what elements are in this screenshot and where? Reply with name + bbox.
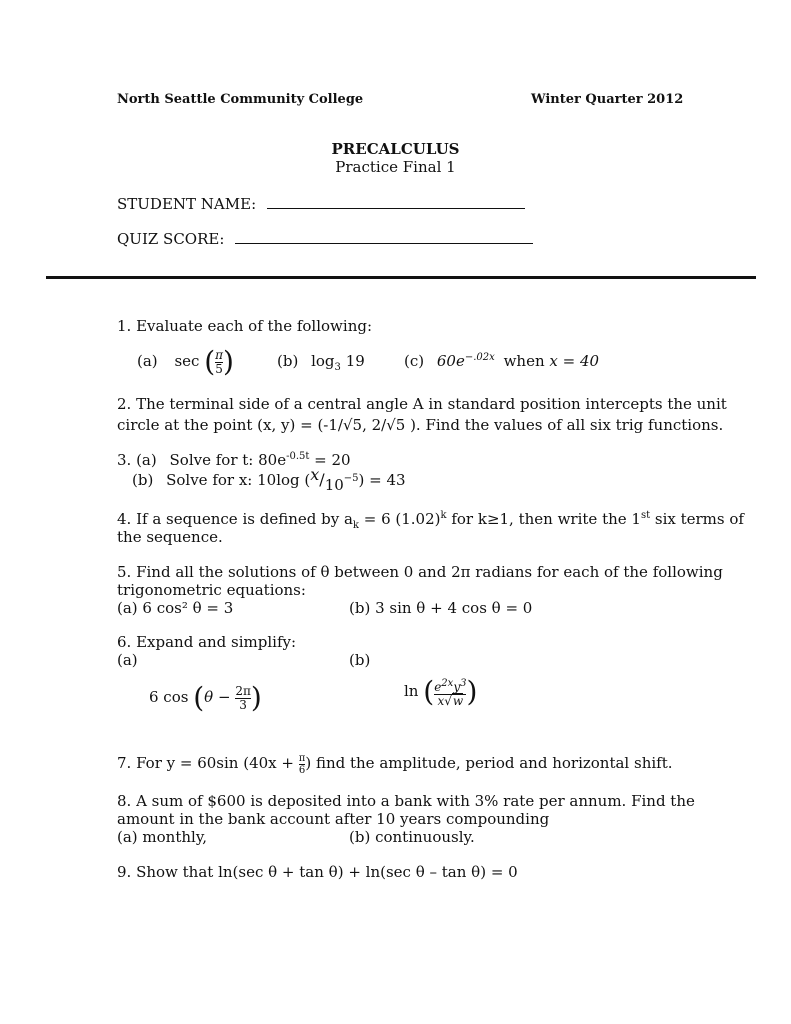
quiz-score-row <box>117 229 533 248</box>
q5-part-b: (b) 3 sin θ + 4 cos θ = 0 <box>349 599 533 617</box>
q2-line2: circle at the point (x, y) = (-1/√5, 2/√5 ). Find the values of all six trig functions. <box>117 416 724 434</box>
q6-a-theta: θ − <box>204 688 231 706</box>
q1-stem: 1. Evaluate each of the following: <box>117 317 373 335</box>
q6-stem: 6. Expand and simplify: <box>117 633 297 651</box>
q7-text-b: ) find the amplitude, period and horizontal shift. <box>305 754 673 772</box>
q1-part-c <box>404 352 599 370</box>
exam-title: Practice Final 1 <box>335 158 456 176</box>
q4-text-a: 4. If a sequence is defined by a <box>117 510 353 528</box>
q4-sup-k: k <box>440 510 447 521</box>
q6-b-e-exp: 2x <box>441 677 454 689</box>
q4-text-d: six terms of <box>650 510 744 528</box>
q6-b-denominator: x√w <box>434 694 466 708</box>
q3-b-num: x <box>310 465 320 484</box>
q8-line2: amount in the bank account after 10 years compounding <box>117 810 550 828</box>
q6-b-y: y <box>453 679 461 694</box>
q1-b-fn: log <box>311 352 335 370</box>
q6-b-numerator <box>434 677 466 694</box>
q6-b-x: x <box>437 693 445 708</box>
q8-part-a: (a) monthly, <box>117 828 208 846</box>
course-title: PRECALCULUS <box>331 140 460 158</box>
q1-part-b <box>277 352 365 373</box>
horizontal-rule <box>46 276 756 279</box>
college-name: North Seattle Community College <box>117 92 364 107</box>
q3-b-text: Solve for x: 10log ( <box>166 471 311 489</box>
q7-num: π <box>298 752 306 764</box>
q6-part-a-expr: 6 cos (θ − $\frac{2\pi}{3}$ ) <box>149 681 262 714</box>
q1-b-arg: 19 <box>345 352 365 370</box>
q4-text-b: = 6 (1.02) <box>358 510 441 528</box>
student-name-label: STUDENT NAME: <box>117 195 257 213</box>
q6-a-label: (a) <box>117 651 138 669</box>
q3-a-exp: -0.5t <box>286 451 310 462</box>
q3-b-den-exp: −5 <box>343 473 359 484</box>
q9-line: 9. Show that ln(sec θ + tan θ) + ln(sec θ – tan θ) = 0 <box>117 863 518 881</box>
q1-c-exp: −.02x <box>464 352 495 363</box>
q6-a-den: 3 <box>235 698 251 712</box>
q3-a-rest: = 20 <box>309 451 351 469</box>
quiz-score-label: QUIZ SCORE: <box>117 230 225 248</box>
q3-part-b: (b) Solve for x: 10log $(x/10^{-5}) = 43$ <box>132 465 406 494</box>
q6-b-y-exp: 3 <box>460 677 467 689</box>
q1-c-when: when <box>503 352 545 370</box>
q1-b-label: (b) <box>277 352 299 370</box>
q3-b-den: 10 <box>324 476 344 494</box>
q7-line <box>117 748 673 778</box>
q7-text-a: 7. For y = 60sin (40x + <box>117 754 294 772</box>
q5-part-a: (a) 6 cos² θ = 3 <box>117 599 234 617</box>
q6-b-label: (b) <box>349 651 371 669</box>
q4-sub-k: k <box>352 520 359 531</box>
q1-a-num: π <box>215 347 224 362</box>
q1-a-label: (a) <box>137 352 158 370</box>
q1-c-cond: x = 40 <box>549 352 600 370</box>
q1-a-fn: sec <box>174 352 200 370</box>
q1-part-a: (a) sec ( $\frac{\pi}{5}$ ) <box>137 345 234 378</box>
q6-b-e: e <box>434 679 442 694</box>
q2-line1: 2. The terminal side of a central angle A in standard position intercepts the unit <box>117 395 727 413</box>
q3-b-label: (b) <box>132 471 154 489</box>
q6-b-fn: ln <box>404 682 419 700</box>
q4-line2: the sequence. <box>117 528 223 546</box>
q5-line2: trigonometric equations: <box>117 581 306 599</box>
quarter-label: Winter Quarter 2012 <box>531 92 684 107</box>
q3-a-text: Solve for t: 80e <box>169 451 287 469</box>
q6-b-w: w <box>452 693 464 708</box>
student-name-row <box>117 194 525 213</box>
q8-part-b: (b) continuously. <box>349 828 475 846</box>
quiz-score-blank[interactable] <box>235 229 533 244</box>
q1-c-label: (c) <box>404 352 425 370</box>
q1-a-den: 5 <box>215 361 223 376</box>
q4-sup-st: st <box>640 510 651 521</box>
q4-text-c: for k≥1, then write the 1 <box>446 510 641 528</box>
q6-a-pre: 6 cos <box>149 688 189 706</box>
q5-line1: 5. Find all the solutions of θ between 0 and 2π radians for each of the following <box>117 563 723 581</box>
q1-c-coef: 60e <box>436 352 465 370</box>
q1-b-base: 3 <box>334 362 341 373</box>
q8-line1: 8. A sum of $600 is deposited into a bank with 3% rate per annum. Find the <box>117 792 695 810</box>
q3-b-rest: ) = 43 <box>358 471 406 489</box>
student-name-blank[interactable] <box>267 194 525 209</box>
q3-a-label: 3. (a) <box>117 451 157 469</box>
q6-a-num: 2π <box>235 683 251 698</box>
q6-part-b-expr: ln ( $\frac{e^{2x}y^3}{x√w}$ ) <box>404 675 478 708</box>
q7-den: 6 <box>298 764 306 776</box>
